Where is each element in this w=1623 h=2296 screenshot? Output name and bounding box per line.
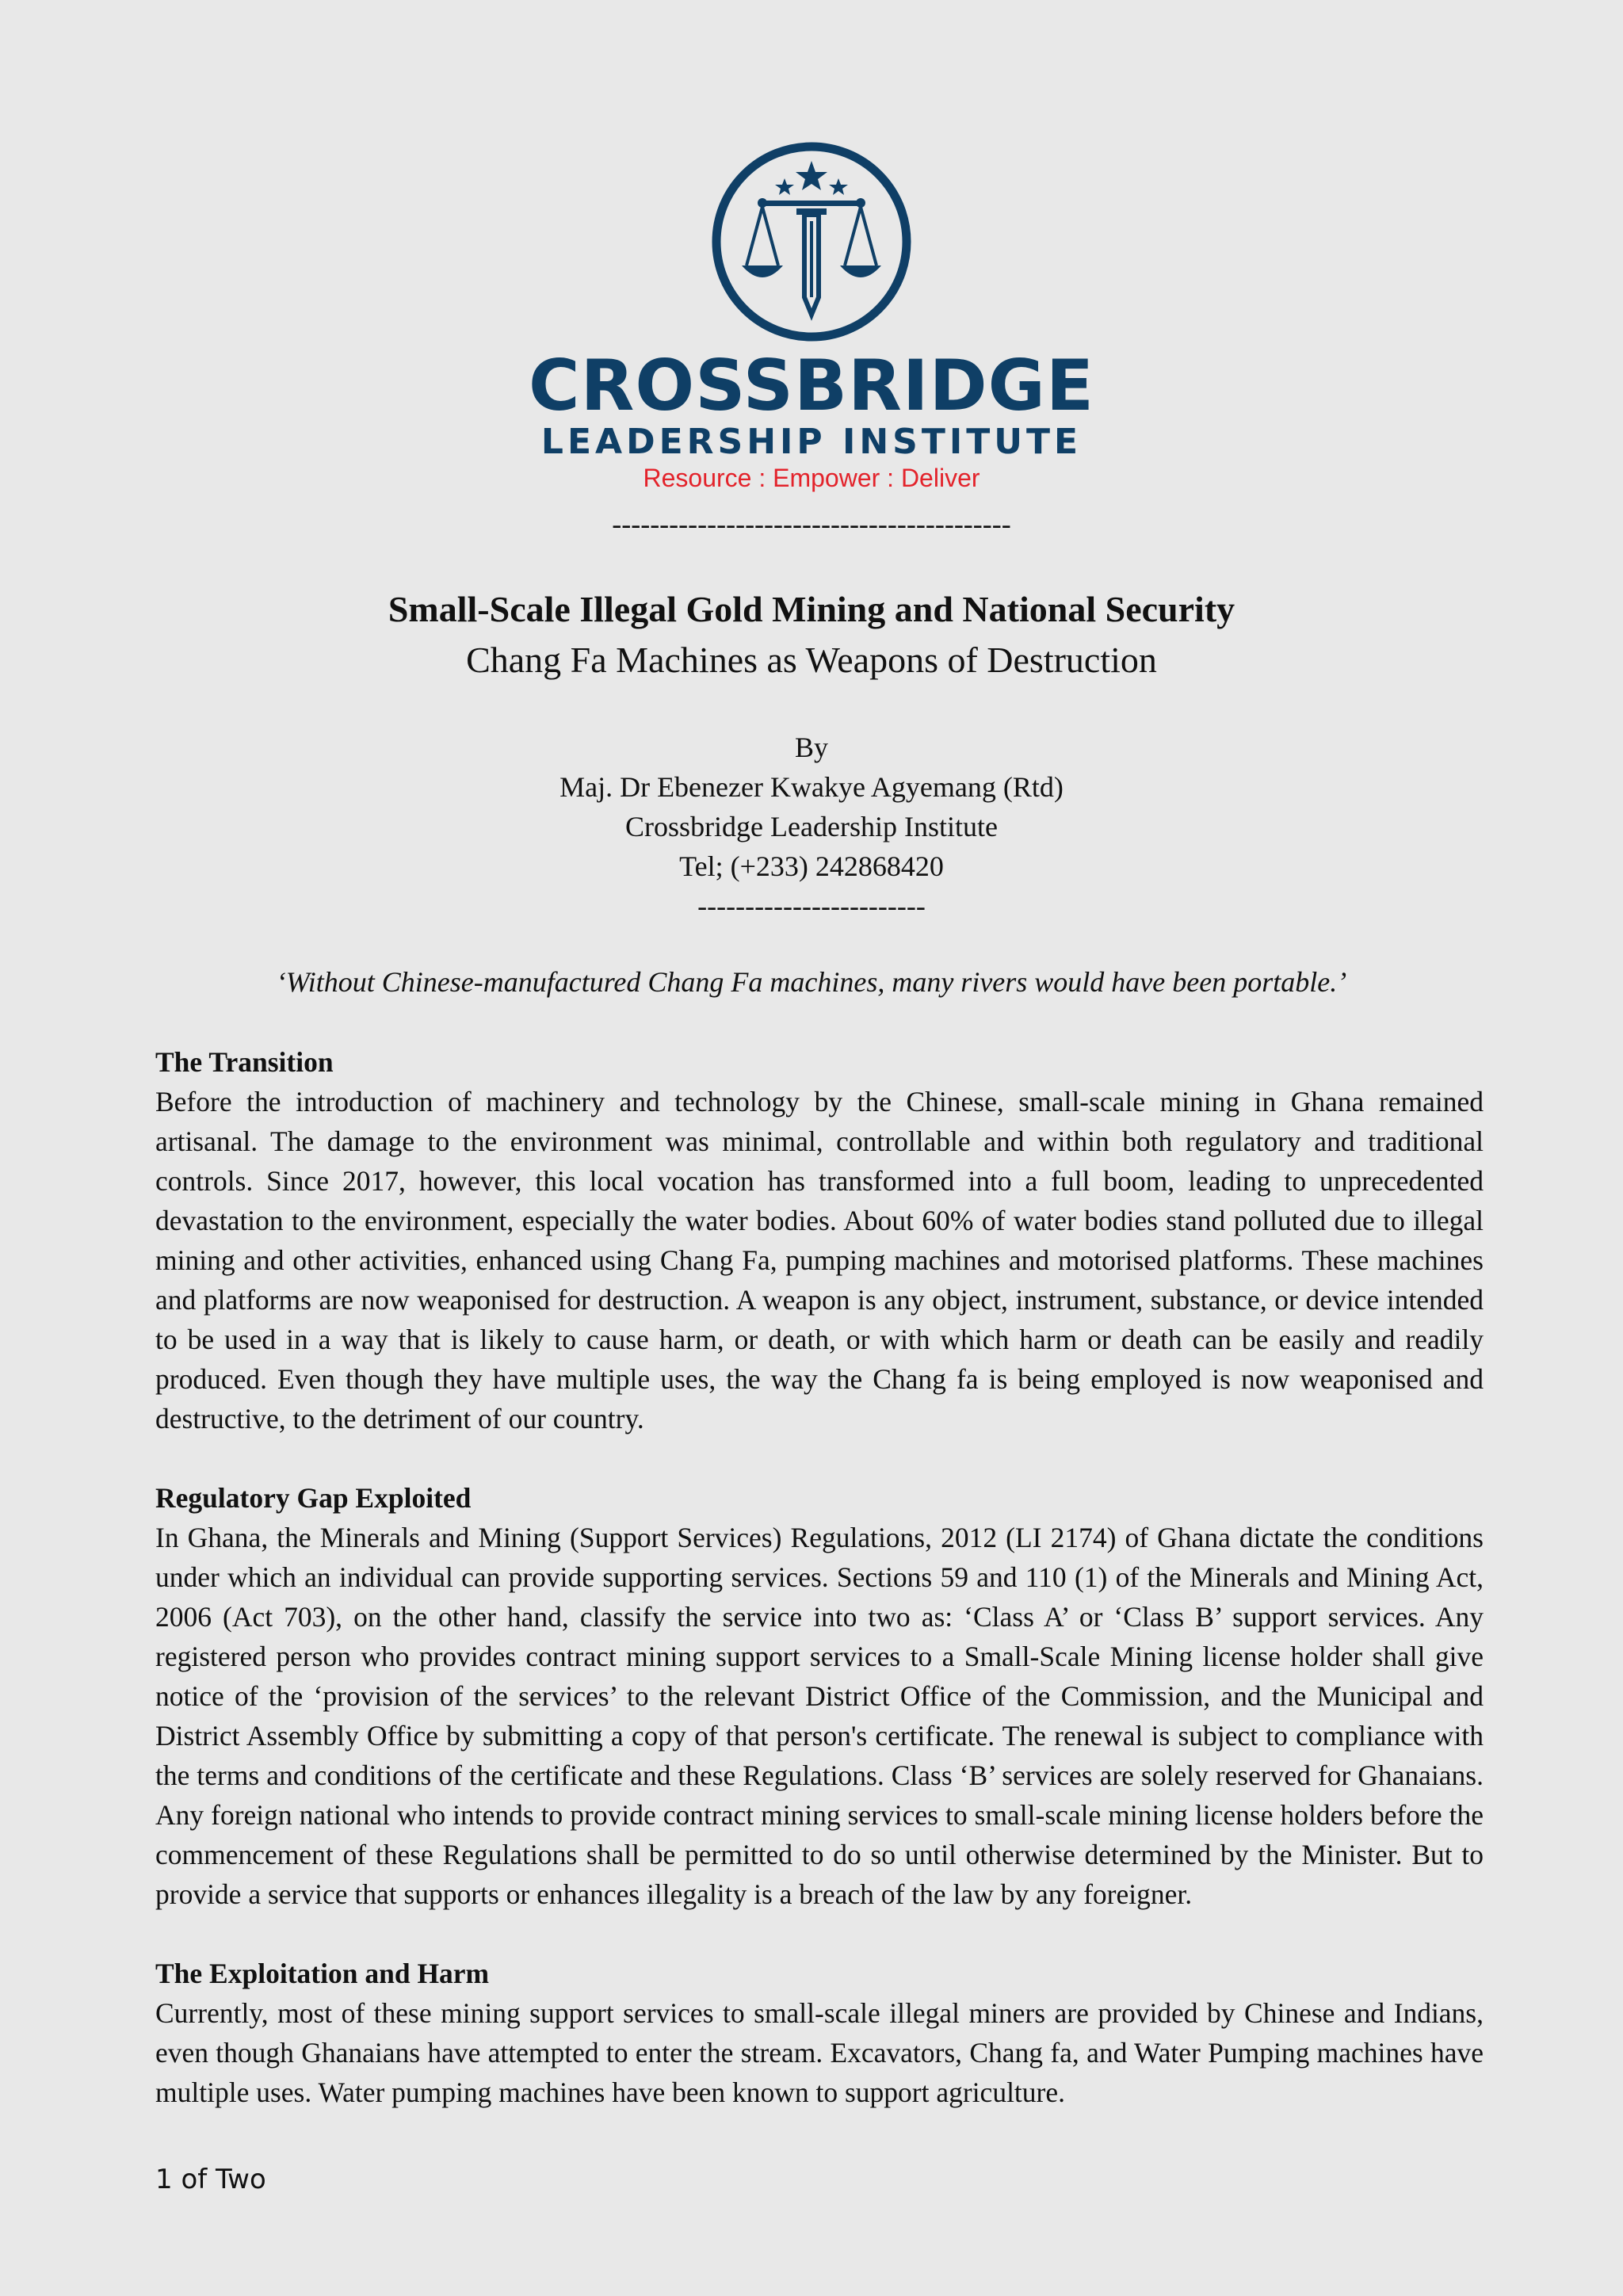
- epigraph-quote: ‘Without Chinese-manufactured Chang Fa machines, many rivers would have been portable.’: [276, 966, 1347, 998]
- section-text-regulatory-gap: In Ghana, the Minerals and Mining (Support Services) Regulations, 2012 (LI 2174) of Ghana dictate the conditions under which an individual can provide supporting services. Sections 59 and 110 (1) of the Minerals and Mining Act, 2006 (Act 703), on the other hand, classify the service into two as: ‘Class A’ or ‘Class B’ support services. Any registered person who provides contract mining support services to a Small-Scale Mining license holder shall give notice of the ‘provision of the services’ to the relevant District Office of the Commission, and the Municipal and District Assembly Office by submitting a copy of that person's certificate. The renewal is subject to compliance with the terms and conditions of the certificate and these Regulations. Class ‘B’ services are solely reserved for Ghanaians. Any foreign national who intends to provide contract mining services to small-scale mining license holders before the commencement of these Regulations shall be permitted to do so until otherwise determined by the Minister. But to provide a service that supports or enhances illegality is a breach of the law by any foreigner.: [155, 1522, 1484, 1910]
- byline-block: [0, 728, 1623, 926]
- scales-sword-emblem-icon: [708, 139, 915, 345]
- section-text-exploitation: Currently, most of these mining support services to small-scale illegal miners are provided by Chinese and Indians, even though Ghanaians have attempted to enter the stream. Excavators, Chang fa, and Water Pumping machines have multiple uses. Water pumping machines have been known to support agriculture.: [155, 1997, 1484, 2108]
- byline-author: Maj. Dr Ebenezer Kwakye Agyemang (Rtd): [559, 771, 1064, 803]
- byline-institution: Crossbridge Leadership Institute: [625, 811, 998, 842]
- page-number: 1 of Two: [155, 2164, 266, 2195]
- document-body: [155, 1042, 1484, 2112]
- header-rule-top: ------------------------------------------: [612, 508, 1011, 540]
- section-heading-regulatory-gap: Regulatory Gap Exploited: [155, 1482, 472, 1514]
- byline-phone: Tel; (+233) 242868420: [679, 850, 944, 882]
- header-rule-bottom: ------------------------: [697, 890, 926, 922]
- document-title: Small-Scale Illegal Gold Mining and National Security: [388, 589, 1235, 629]
- byline-by: By: [794, 732, 828, 763]
- section-heading-transition: The Transition: [155, 1046, 334, 1078]
- document-subtitle: Chang Fa Machines as Weapons of Destruction: [466, 640, 1157, 680]
- institute-logo: [0, 139, 1623, 494]
- section-heading-exploitation: The Exploitation and Harm: [155, 1958, 490, 1989]
- logo-tagline: Resource : Empower : Deliver: [643, 464, 980, 492]
- logo-subtitle: LEADERSHIP INSTITUTE: [540, 422, 1083, 462]
- section-text-transition: Before the introduction of machinery and technology by the Chinese, small-scale mining in Ghana remained artisanal. The damage to the environment was minimal, controllable and within both regulatory and traditional controls. Since 2017, however, this local vocation has transformed into a full boom, leading to unprecedented devastation to the environment, especially the water bodies. About 60% of water bodies stand polluted due to illegal mining and other activities, enhanced using Chang Fa, pumping machines and motorised platforms. These machines and platforms are now weaponised for destruction. A weapon is any object, instrument, substance, or device intended to be used in a way that is likely to cause harm, or death, or with which harm or death can be easily and readily produced. Even though they have multiple uses, the way the Chang fa is being employed is now weaponised and destructive, to the detriment of our country.: [155, 1086, 1484, 1435]
- logo-name: CROSSBRIDGE: [529, 345, 1094, 426]
